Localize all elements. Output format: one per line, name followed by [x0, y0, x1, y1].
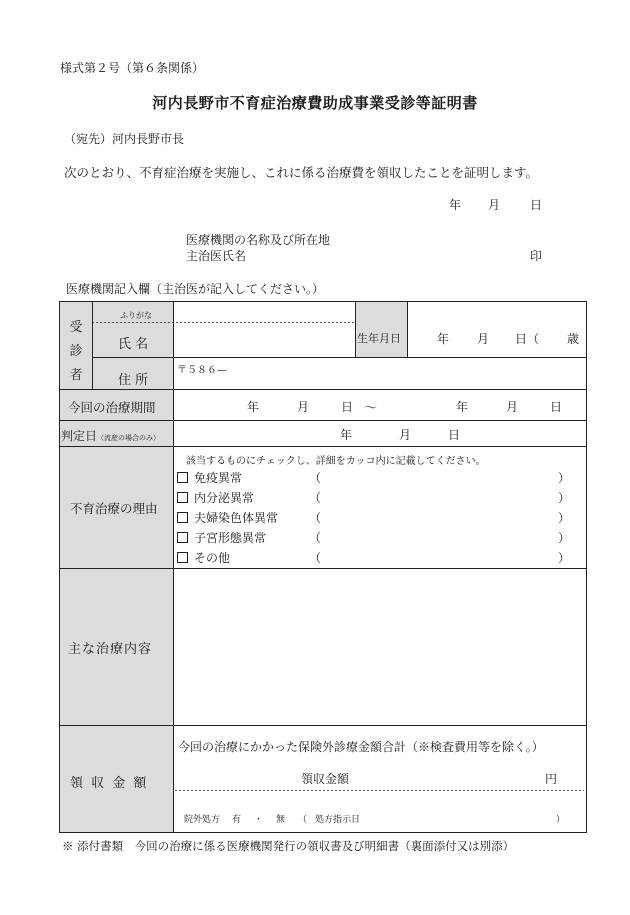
period-end-year[interactable]: 年: [456, 400, 469, 414]
paren-close: ）: [558, 551, 571, 565]
rx-yes[interactable]: 有: [232, 815, 242, 825]
reason-option-uterine[interactable]: [177, 529, 266, 546]
section-label: 医療機関記入欄（主治医が記入してください。）: [66, 282, 325, 296]
judgment-label-text: 判定日: [61, 429, 98, 443]
paren-open: （: [309, 511, 322, 525]
reason-instruction: 該当するものにチェックし、詳細をカッコ内に記載してください。: [186, 456, 486, 467]
reason-option-other[interactable]: [177, 549, 230, 566]
dob-month[interactable]: 月: [477, 332, 490, 346]
period-start-day[interactable]: 日: [341, 400, 354, 414]
checkbox-icon[interactable]: [177, 472, 188, 483]
addressee: （宛先）河内長野市長: [64, 132, 185, 146]
option-label: 子宮形態異常: [194, 531, 267, 545]
period-tilde: ～: [364, 401, 378, 416]
paren-open: （: [309, 471, 322, 485]
furigana-field[interactable]: [174, 303, 354, 321]
paren-open: （: [309, 551, 322, 565]
rx-paren-open: （: [298, 815, 308, 825]
judgment-day[interactable]: 日: [448, 428, 461, 442]
issue-date-year[interactable]: 年: [449, 198, 462, 212]
paren-open: （: [309, 531, 322, 545]
address-label: 住 所: [118, 373, 149, 388]
paren-close: ）: [558, 511, 571, 525]
treatment-field[interactable]: [175, 570, 585, 723]
reason-option-immune[interactable]: [177, 469, 242, 486]
receipt-label: 領 収 金 額: [70, 776, 149, 791]
checkbox-icon[interactable]: [177, 512, 188, 523]
period-label: 今回の治療期間: [68, 400, 156, 415]
option-label: 内分泌異常: [194, 491, 255, 505]
name-label: 氏 名: [118, 337, 149, 352]
checkbox-icon[interactable]: [177, 492, 188, 503]
outside-rx-label: 院外処方: [184, 815, 221, 825]
receipt-total-note: 今回の治療にかかった保険外診療金額合計（※検査費用等を除く。）: [178, 740, 544, 754]
document-title: 河内長野市不育症治療費助成事業受診等証明書: [152, 94, 478, 112]
judgment-note: （流産の場合のみ）: [97, 434, 161, 442]
form-number: 様式第２号（第６条関係）: [60, 61, 205, 75]
rx-date-label: 処方指示日: [315, 815, 361, 825]
issue-date-month[interactable]: 月: [488, 198, 501, 212]
address-field[interactable]: 〒５８６—: [177, 365, 227, 376]
receipt-amount-label: 領収金額: [301, 772, 350, 786]
paren-close: ）: [558, 531, 571, 545]
judgment-month[interactable]: 月: [399, 428, 412, 442]
paren-open: （: [309, 491, 322, 505]
dob-label: 生年月日: [357, 332, 401, 345]
name-field[interactable]: [174, 324, 354, 356]
patient-group-label: 受診者: [69, 320, 83, 383]
reason-option-chromosome[interactable]: [177, 509, 278, 526]
option-label: 夫婦染色体異常: [194, 511, 279, 525]
attachment-footnote: ※ 添付書類 今回の治療に係る医療機関発行の領収書及び明細書（裏面添付又は別添）: [62, 839, 515, 853]
period-end-month[interactable]: 月: [506, 400, 519, 414]
option-label: 免疫異常: [194, 471, 243, 485]
reason-label: 不育治療の理由: [70, 501, 158, 516]
judgment-year[interactable]: 年: [340, 428, 353, 442]
institution-label: 医療機関の名称及び所在地: [186, 233, 331, 247]
judgment-label: [61, 427, 160, 444]
dob-day[interactable]: 日（: [515, 332, 540, 346]
dob-year[interactable]: 年: [437, 332, 450, 346]
issue-date-day[interactable]: 日: [530, 198, 543, 212]
dob-age[interactable]: 歳: [567, 332, 580, 346]
certification-statement: 次のとおり、不育症治療を実施し、これに係る治療費を領収したことを証明します。: [64, 165, 539, 180]
checkbox-icon[interactable]: [177, 552, 188, 563]
option-label: その他: [194, 551, 231, 565]
furigana-label: ふりがな: [120, 311, 152, 320]
rx-dot: ・: [254, 815, 264, 825]
checkbox-icon[interactable]: [177, 532, 188, 543]
rx-no[interactable]: 無: [276, 815, 286, 825]
paren-close: ）: [558, 471, 571, 485]
rx-paren-close: ）: [556, 815, 566, 825]
period-start-month[interactable]: 月: [297, 400, 310, 414]
treatment-label: 主な治療内容: [68, 642, 153, 657]
reason-option-endocrine[interactable]: [177, 489, 254, 506]
period-start-year[interactable]: 年: [247, 400, 260, 414]
period-end-day[interactable]: 日: [550, 400, 563, 414]
receipt-yen: 円: [545, 772, 558, 786]
doctor-name-label: 主治医氏名: [186, 249, 247, 263]
paren-close: ）: [558, 491, 571, 505]
seal-mark: 印: [530, 249, 543, 263]
